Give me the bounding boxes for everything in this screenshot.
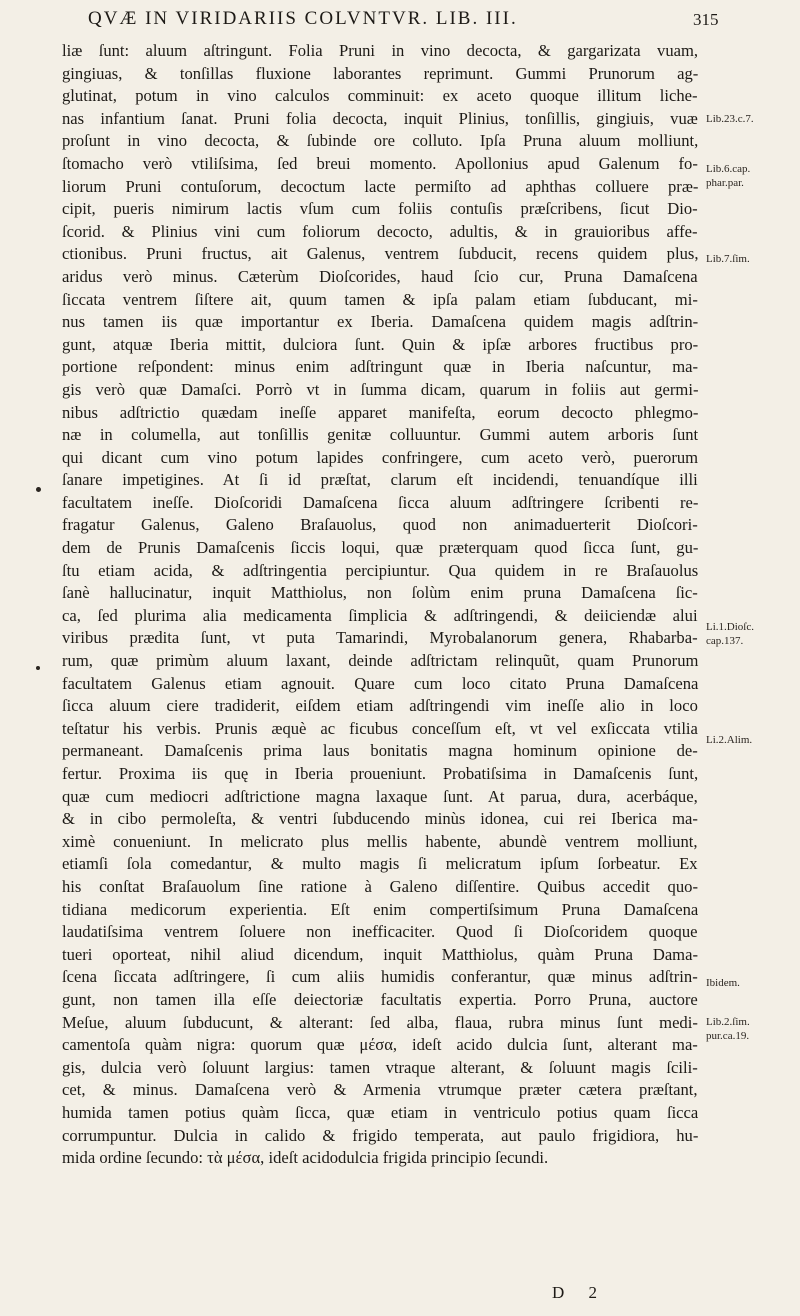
text-line: viribus prædita ſunt, vt puta Tamarindi, Myrobalanorum genera, Rhabarba-: [62, 628, 698, 648]
text-line: dem de Prunis Damaſcenis ſiccis loqui, quæ præterquam quod ſicca ſunt, gu-: [62, 538, 699, 558]
text-line: tidiana medicorum experientia. Eſt enim compertiſsimum Pruna Damaſcena: [62, 899, 699, 919]
text-line: ca, ſed plurima alia medicamenta ſimplicia & adſtringendi, & deiiciendæ alui: [62, 605, 698, 625]
text-line: etiamſi ſola comedantur, & multo magis ſi melicratum ipſum ſorbeatur. Ex: [62, 854, 698, 874]
text-line: gunt, atquæ Iberia mittit, dulciora ſunt. Quin & ipſæ arbores fructibus pro-: [62, 334, 699, 354]
text-line: fragatur Galenus, Galeno Braſauolus, quod non animaduerterit Dioſcori-: [62, 515, 698, 535]
text-line: portione reſpondent: minus enim adſtringunt quæ in Iberia naſcuntur, ma-: [62, 357, 699, 377]
main-text: [62, 40, 698, 1170]
margin-note-line: Lib.6.cap.: [706, 163, 751, 175]
margin-note-line: Lib.7.ſim.: [706, 253, 750, 265]
ink-dot-mark: [36, 487, 41, 492]
text-line: corrumpuntur. Dulcia in calido & frigido temperata, aut paulo frigidiora, hu-: [62, 1125, 699, 1145]
text-line: liæ ſunt: aluum aſtringunt. Folia Pruni in vino decocta, & gargarizata vuam,: [62, 41, 699, 60]
text-line: nas infantium ſanat. Pruni folia decocta, inquit Plinius, tonſillis, gingiuis, vuæ: [62, 108, 698, 128]
margin-note: [706, 620, 798, 648]
text-line: facultatem ineſſe. Dioſcoridi Damaſcena ſicca aluum adſtringere ſcribenti re-: [62, 492, 699, 512]
margin-note: [706, 733, 798, 747]
signature-mark: D 2: [552, 1283, 608, 1302]
text-line: ſiccata ventrem ſiſtere ait, quum tamen & ipſa palam etiam ſubducant, mi-: [62, 289, 698, 309]
text-line: Meſue, aluum ſubducunt, & alterant: ſed alba, flaua, rubra minus ſunt medi-: [62, 1012, 698, 1032]
text-line: gis, dulcia verò ſoluunt largius: tamen vtraque alterant, & ſoluunt magis ſcili-: [62, 1057, 698, 1077]
margin-note: [706, 112, 798, 126]
margin-note-line: Ibidem.: [706, 977, 740, 989]
text-line: cet, & minus. Damaſcena verò & Armenia vtrumque præter cætera præſtant,: [62, 1080, 698, 1100]
text-line: permaneant. Damaſcenis prima laus bonitatis magna hominum opinione de-: [62, 741, 698, 761]
margin-note-line: phar.par.: [706, 177, 744, 189]
margin-note-line: Li.2.Alim.: [706, 734, 753, 746]
text-line: gis verò quæ Damaſci. Porrò vt in ſumma dicam, quarum in foliis aut germi-: [62, 379, 699, 399]
text-line: tueri oporteat, nihil aliud dicendum, inquit Matthiolus, quàm Pruna Dama-: [62, 944, 698, 964]
margin-note-line: Lib.2.ſim.: [706, 1016, 750, 1028]
ink-dot-mark: [36, 666, 40, 670]
text-line: facultatem Galenus etiam agnouit. Quare cum loco citato Pruna Damaſcena: [62, 673, 699, 693]
running-header: [88, 8, 728, 34]
text-line: mida ordine ſecundo: τὰ μέσα, ideſt acidodulcia frigida principio ſecundi.: [62, 1148, 549, 1168]
margin-note: [706, 1015, 798, 1043]
text-line: humida tamen potius quàm ſicca, quæ etiam in ventriculo potius quam ſicca: [62, 1102, 699, 1122]
text-line: gingiuas, & tonſillas fluxione laborantes reprimunt. Gummi Prunorum ag-: [62, 63, 699, 83]
text-line: ſcorid. & Plinius vini cum foliorum decocto, adultis, & in grauioribus affe-: [62, 221, 698, 241]
margin-note: [706, 162, 798, 190]
margin-note-line: Li.1.Dioſc.: [706, 621, 754, 633]
text-line: nibus adſtrictio quædam ineſſe apparet manifeſta, eorum decocto phlegmo-: [62, 402, 699, 422]
margin-note-line: cap.137.: [706, 635, 744, 647]
running-title: QVÆ IN VIRIDARIIS COLVNTVR. LIB. III.: [88, 8, 518, 29]
text-line: ſanè hallucinatur, inquit Matthiolus, non ſolùm enim pruna Damaſcena ſic-: [62, 583, 698, 603]
text-line: glutinat, potum in vino calculos comminuit: ex aceto quoque illitum liche-: [62, 86, 698, 106]
text-line: laudatiſsima ventrem ſoluere non inefficaciter. Quod ſi Dioſcoridem quoque: [62, 922, 698, 942]
text-line: nus tamen iis quæ importantur ex Iberia. Damaſcena quidem magis adſtrin-: [62, 312, 699, 332]
text-line: aridus verò minus. Cæterùm Dioſcorides, haud ſcio cur, Pruna Damaſcena: [62, 266, 698, 286]
text-line: quæ cum mediocri adſtrictione magna laxaque ſunt. At parua, dura, acerbáque,: [62, 786, 698, 806]
margin-note-line: Lib.23.c.7.: [706, 113, 754, 125]
text-line: proſunt in vino decocta, & ſubinde ore colluto. Ipſa Pruna aluum molliunt,: [62, 131, 699, 151]
text-line: ximè conueniunt. In melicrato plus mellis habente, abundè ventrem molliunt,: [62, 831, 698, 851]
margin-note-line: pur.ca.19.: [706, 1030, 750, 1042]
text-line: ſcena ſiccata adſtringere, ſi cum aliis humidis conferantur, quæ minus adſtrin-: [62, 967, 698, 987]
margin-note: [706, 252, 798, 266]
text-line: ſtomacho verò vtiliſsima, ſed breui momento. Apollonius apud Galenum fo-: [62, 153, 698, 173]
text-line: gunt, non tamen illa eſſe deiectoriæ facultatis expertia. Porro Pruna, auctore: [62, 989, 698, 1009]
text-line: teſtatur his verbis. Prunis æquè ac ficubus conceſſum eſt, vt vel exſiccata vtilia: [62, 718, 698, 738]
text-line: liorum Pruni contuſorum, decoctum lacte permiſto ad aphthas colluere præ-: [62, 176, 699, 196]
text-line: fertur. Proxima iis quę in Iberia proueniunt. Probatiſsima in Damaſcenis ſunt,: [62, 764, 699, 783]
text-line: ſanare impetigines. At ſi id præſtat, clarum eſt incidendi, tenuandíque illi: [62, 470, 698, 490]
text-line: ſicca aluum ciere tradiderit, eiſdem etiam adſtringendi vim ineſſe alio in loco: [62, 696, 698, 716]
text-line: & in cibo permoleſta, & ventri ſubducendo minùs idonea, cui rei Iberica ma-: [62, 809, 698, 829]
text-line: næ in columella, aut tonſillis genitæ colluuntur. Gummi autem arboris ſunt: [62, 425, 699, 445]
text-line: ctionibus. Pruni fructus, ait Galenus, ventrem ſubducit, recens quidem plus,: [62, 244, 699, 264]
text-line: camentoſa quàm nigra: quorum quæ μέσα, ideſt acido dulcia ſunt, alterant ma-: [62, 1035, 698, 1055]
page-number: 315: [693, 10, 719, 29]
text-line: ſtu etiam acida, & adſtringentia percipiuntur. Qua quidem in re Braſauolus: [62, 560, 699, 580]
text-line: his conſtat Braſauolum ſine ratione à Galeno diſſentire. Quibus accedit quo-: [62, 876, 698, 896]
margin-note: [706, 976, 798, 990]
text-line: cipit, pueris nimirum lactis vſum cum foliis contuſis præſcribens, ſicut Dio-: [62, 199, 698, 219]
text-line: qui dicant cum vino potum lapides confringere, cum aceto verò, puerorum: [62, 447, 699, 467]
text-line: rum, quæ primùm aluum laxant, deinde adſtrictam relinquũt, quam Prunorum: [62, 651, 699, 671]
